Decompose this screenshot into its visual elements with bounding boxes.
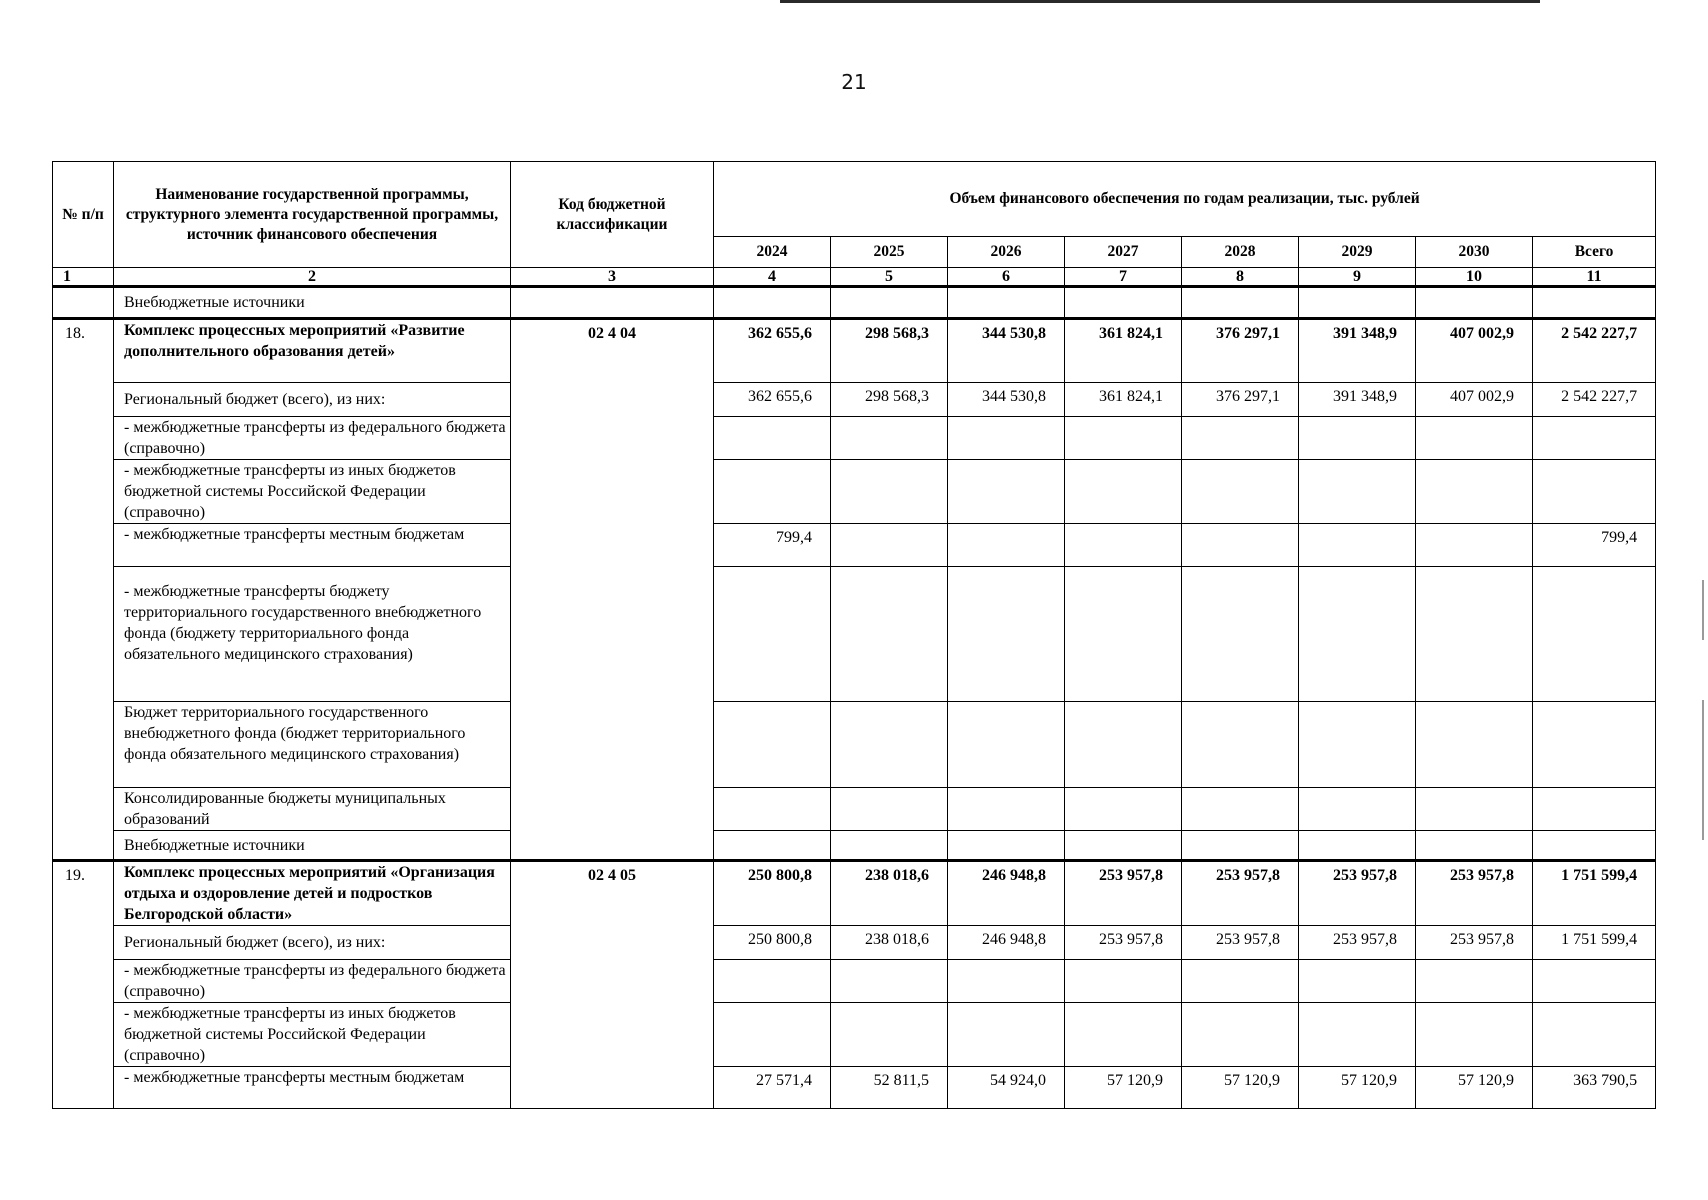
value-cell — [1065, 702, 1182, 788]
value-cell: 52 811,5 — [831, 1067, 948, 1109]
row-name: - межбюджетные трансферты из федерального бюджета (справочно) — [114, 960, 511, 1003]
value-cell: 407 002,9 — [1416, 383, 1533, 417]
value-cell — [831, 287, 948, 319]
value-cell — [1416, 460, 1533, 524]
value-cell: 361 824,1 — [1065, 319, 1182, 383]
value-cell — [714, 702, 831, 788]
value-cell — [1182, 788, 1299, 831]
header-year: 2024 — [714, 237, 831, 268]
value-cell — [948, 702, 1065, 788]
row-name: Региональный бюджет (всего), из них: — [114, 383, 511, 417]
table-row — [53, 417, 1656, 460]
value-cell: 57 120,9 — [1416, 1067, 1533, 1109]
value-cell — [1533, 702, 1656, 788]
value-cell: 253 957,8 — [1065, 926, 1182, 960]
row-name: Региональный бюджет (всего), из них: — [114, 926, 511, 960]
column-number: 6 — [948, 268, 1065, 287]
header-year: 2030 — [1416, 237, 1533, 268]
value-cell — [831, 702, 948, 788]
value-cell: 253 957,8 — [1182, 926, 1299, 960]
header-code: Код бюджетной классификации — [511, 162, 714, 268]
value-cell — [831, 524, 948, 567]
column-number: 4 — [714, 268, 831, 287]
value-cell — [1299, 1003, 1416, 1067]
header-year: 2027 — [1065, 237, 1182, 268]
value-cell: 344 530,8 — [948, 383, 1065, 417]
value-cell — [1182, 287, 1299, 319]
scan-edge-line — [780, 0, 1540, 3]
value-cell: 2 542 227,7 — [1533, 383, 1656, 417]
column-number: 8 — [1182, 268, 1299, 287]
value-cell — [948, 524, 1065, 567]
column-number: 5 — [831, 268, 948, 287]
table-row — [53, 319, 1656, 383]
value-cell — [714, 831, 831, 861]
value-cell — [831, 417, 948, 460]
value-cell — [948, 287, 1065, 319]
row-name: - межбюджетные трансферты из федерального бюджета (справочно) — [114, 417, 511, 460]
value-cell — [948, 1003, 1065, 1067]
table-row — [53, 567, 1656, 702]
row-name: - межбюджетные трансферты местным бюджетам — [114, 1067, 511, 1109]
value-cell — [1065, 960, 1182, 1003]
column-number: 7 — [1065, 268, 1182, 287]
value-cell: 799,4 — [714, 524, 831, 567]
row-code-cell — [511, 287, 714, 319]
value-cell — [1299, 460, 1416, 524]
row-name: - межбюджетные трансферты из иных бюджетов бюджетной системы Российской Федерации (справочно) — [114, 1003, 511, 1067]
row-name: Внебюджетные источники — [114, 287, 511, 319]
column-number: 9 — [1299, 268, 1416, 287]
value-cell — [1533, 460, 1656, 524]
value-cell: 376 297,1 — [1182, 383, 1299, 417]
row-code: 02 4 04 — [511, 319, 714, 861]
row-name: - межбюджетные трансферты бюджету территориального государственного внебюджетного фонда (бюджету территориального фонда обязательного медицинского страхования) — [114, 567, 511, 702]
table-row — [53, 383, 1656, 417]
value-cell: 362 655,6 — [714, 383, 831, 417]
value-cell — [831, 460, 948, 524]
table-row — [53, 788, 1656, 831]
value-cell — [1065, 460, 1182, 524]
header-year: 2029 — [1299, 237, 1416, 268]
value-cell — [1416, 524, 1533, 567]
value-cell — [1065, 567, 1182, 702]
value-cell — [1182, 524, 1299, 567]
value-cell: 363 790,5 — [1533, 1067, 1656, 1109]
value-cell: 361 824,1 — [1065, 383, 1182, 417]
value-cell: 246 948,8 — [948, 861, 1065, 926]
value-cell: 250 800,8 — [714, 861, 831, 926]
header-total: Всего — [1533, 237, 1656, 268]
table-row — [53, 1067, 1656, 1109]
row-index: 18. — [53, 319, 114, 861]
value-cell — [714, 788, 831, 831]
row-name: Комплекс процессных мероприятий «Развитие дополнительного образования детей» — [114, 319, 511, 383]
value-cell — [1533, 417, 1656, 460]
value-cell — [1416, 287, 1533, 319]
value-cell — [1065, 1003, 1182, 1067]
value-cell — [831, 831, 948, 861]
table-row — [53, 524, 1656, 567]
column-number: 10 — [1416, 268, 1533, 287]
column-numbers-row — [53, 268, 1656, 287]
value-cell: 238 018,6 — [831, 861, 948, 926]
value-cell — [1299, 788, 1416, 831]
value-cell — [1416, 417, 1533, 460]
row-name: Внебюджетные источники — [114, 831, 511, 861]
value-cell — [1299, 417, 1416, 460]
header-year: 2028 — [1182, 237, 1299, 268]
value-cell — [1533, 960, 1656, 1003]
header-year: 2025 — [831, 237, 948, 268]
value-cell: 57 120,9 — [1299, 1067, 1416, 1109]
scan-margin-mark — [1702, 700, 1704, 840]
value-cell — [714, 567, 831, 702]
value-cell — [831, 567, 948, 702]
value-cell: 54 924,0 — [948, 1067, 1065, 1109]
row-name: - межбюджетные трансферты из иных бюджетов бюджетной системы Российской Федерации (справочно) — [114, 460, 511, 524]
value-cell — [714, 1003, 831, 1067]
table-row — [53, 960, 1656, 1003]
value-cell — [1533, 287, 1656, 319]
value-cell: 253 957,8 — [1416, 861, 1533, 926]
value-cell — [948, 788, 1065, 831]
row-name: - межбюджетные трансферты местным бюджетам — [114, 524, 511, 567]
value-cell: 253 957,8 — [1416, 926, 1533, 960]
value-cell: 57 120,9 — [1182, 1067, 1299, 1109]
value-cell: 391 348,9 — [1299, 383, 1416, 417]
value-cell — [714, 460, 831, 524]
value-cell — [1299, 287, 1416, 319]
value-cell — [1182, 702, 1299, 788]
value-cell: 376 297,1 — [1182, 319, 1299, 383]
value-cell — [1299, 524, 1416, 567]
value-cell: 253 957,8 — [1299, 926, 1416, 960]
value-cell — [1533, 788, 1656, 831]
value-cell — [1533, 1003, 1656, 1067]
value-cell: 298 568,3 — [831, 383, 948, 417]
value-cell — [948, 831, 1065, 861]
value-cell: 391 348,9 — [1299, 319, 1416, 383]
value-cell — [1182, 417, 1299, 460]
table-row — [53, 287, 1656, 319]
column-number: 2 — [114, 268, 511, 287]
value-cell — [1533, 567, 1656, 702]
value-cell — [1065, 788, 1182, 831]
column-number: 11 — [1533, 268, 1656, 287]
value-cell: 362 655,6 — [714, 319, 831, 383]
value-cell — [948, 960, 1065, 1003]
table-row — [53, 926, 1656, 960]
table-row — [53, 861, 1656, 926]
value-cell — [1065, 417, 1182, 460]
value-cell — [1416, 567, 1533, 702]
row-code: 02 4 05 — [511, 861, 714, 1109]
value-cell: 253 957,8 — [1299, 861, 1416, 926]
value-cell — [1416, 831, 1533, 861]
column-number: 3 — [511, 268, 714, 287]
value-cell: 238 018,6 — [831, 926, 948, 960]
value-cell: 1 751 599,4 — [1533, 926, 1656, 960]
value-cell — [1182, 960, 1299, 1003]
value-cell: 799,4 — [1533, 524, 1656, 567]
value-cell — [948, 460, 1065, 524]
value-cell — [831, 788, 948, 831]
table-row — [53, 460, 1656, 524]
header-volume: Объем финансового обеспечения по годам реализации, тыс. рублей — [714, 162, 1656, 237]
value-cell — [1533, 831, 1656, 861]
scan-margin-mark — [1702, 580, 1704, 640]
value-cell — [1182, 831, 1299, 861]
value-cell: 298 568,3 — [831, 319, 948, 383]
value-cell — [714, 287, 831, 319]
value-cell: 1 751 599,4 — [1533, 861, 1656, 926]
value-cell: 2 542 227,7 — [1533, 319, 1656, 383]
table-row — [53, 831, 1656, 861]
value-cell — [1416, 788, 1533, 831]
value-cell — [1065, 524, 1182, 567]
value-cell: 253 957,8 — [1065, 861, 1182, 926]
header-num: № п/п — [53, 162, 114, 268]
value-cell — [1182, 460, 1299, 524]
value-cell — [1182, 1003, 1299, 1067]
row-name: Бюджет территориального государственного внебюджетного фонда (бюджет территориального фонда обязательного медицинского страхования) — [114, 702, 511, 788]
value-cell — [831, 960, 948, 1003]
value-cell: 27 571,4 — [714, 1067, 831, 1109]
row-index: 19. — [53, 861, 114, 1109]
value-cell — [948, 567, 1065, 702]
value-cell — [1065, 831, 1182, 861]
column-number: 1 — [53, 268, 114, 287]
value-cell: 250 800,8 — [714, 926, 831, 960]
value-cell — [1299, 567, 1416, 702]
value-cell — [1416, 702, 1533, 788]
row-index-cell — [53, 287, 114, 319]
value-cell — [1416, 1003, 1533, 1067]
value-cell — [1416, 960, 1533, 1003]
budget-table — [52, 161, 1656, 1109]
value-cell: 57 120,9 — [1065, 1067, 1182, 1109]
value-cell — [1299, 702, 1416, 788]
row-name: Консолидированные бюджеты муниципальных образований — [114, 788, 511, 831]
value-cell — [714, 417, 831, 460]
table-row — [53, 702, 1656, 788]
value-cell — [1182, 567, 1299, 702]
value-cell: 407 002,9 — [1416, 319, 1533, 383]
value-cell — [948, 417, 1065, 460]
header-year: 2026 — [948, 237, 1065, 268]
value-cell — [1299, 831, 1416, 861]
header-name: Наименование государственной программы, структурного элемента государственной программы, источник финансового обеспечения — [114, 162, 511, 268]
table-row — [53, 1003, 1656, 1067]
row-name: Комплекс процессных мероприятий «Организация отдыха и оздоровление детей и подростков Белгородской области» — [114, 861, 511, 926]
value-cell: 246 948,8 — [948, 926, 1065, 960]
value-cell — [1065, 287, 1182, 319]
value-cell — [1299, 960, 1416, 1003]
value-cell — [714, 960, 831, 1003]
value-cell: 344 530,8 — [948, 319, 1065, 383]
page-number: 21 — [841, 70, 867, 94]
value-cell — [831, 1003, 948, 1067]
value-cell: 253 957,8 — [1182, 861, 1299, 926]
